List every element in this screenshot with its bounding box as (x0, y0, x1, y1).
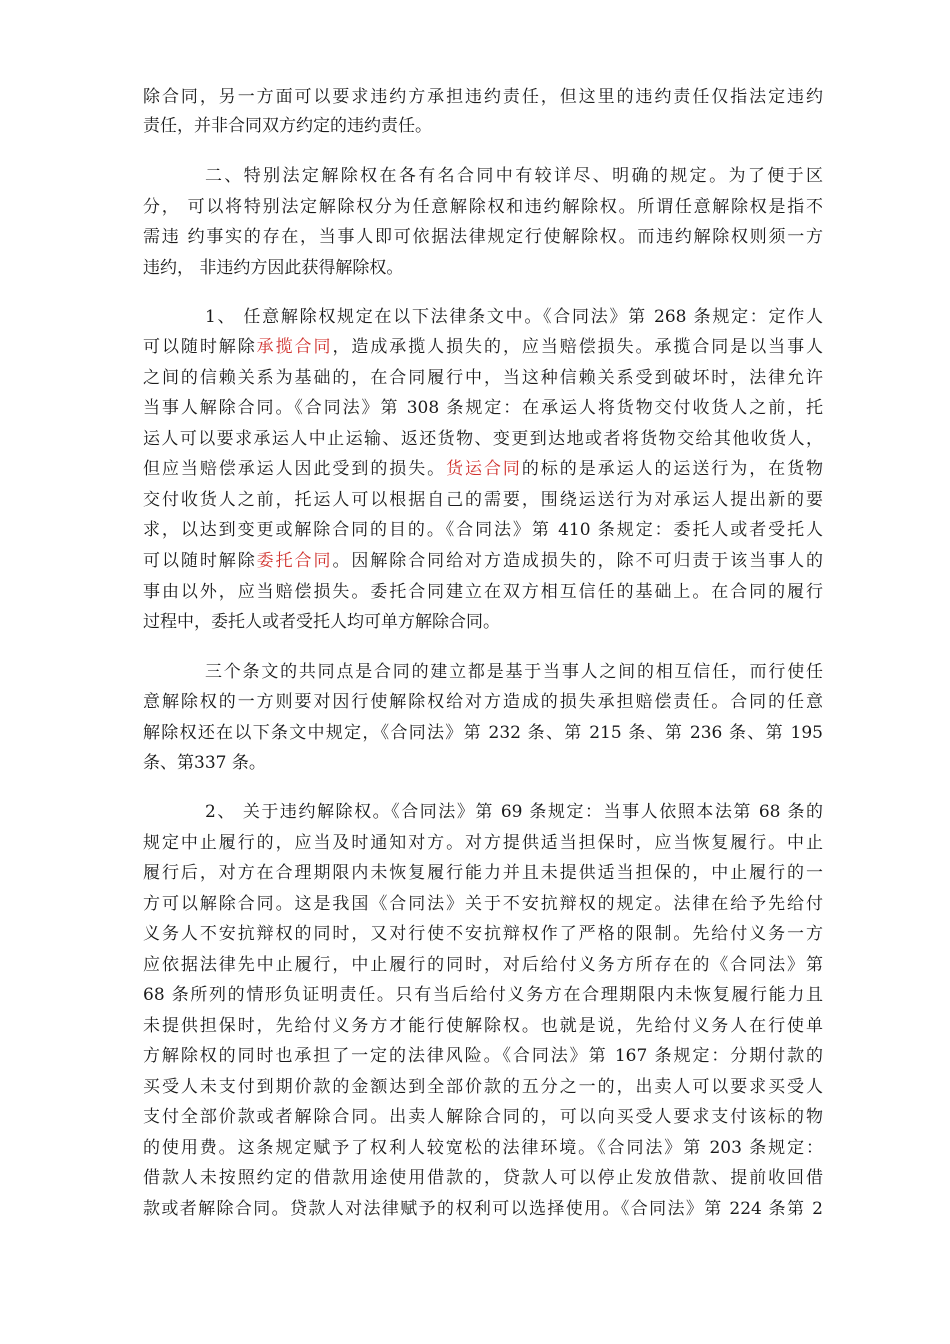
text-line (143, 1136, 823, 1160)
text-line (143, 1197, 823, 1221)
text-line (143, 861, 823, 885)
text-line (143, 690, 823, 714)
text-segment: 。因解除合同给对方造成损失的，除不可归责于该当事人的 (332, 551, 824, 571)
text-segment: 履行后，对方在合理期限内未恢复履行能力并且未提供适当担保的，中止履行的一 (143, 863, 823, 883)
text-segment: 的使用费。这条规定赋予了权利人较宽松的法律环境。《合同法》第 203 条规定： (143, 1138, 823, 1158)
text-line (143, 580, 823, 604)
text-line (143, 1014, 823, 1038)
text-segment: 条、第337 条。 (143, 753, 266, 773)
text-segment: 方解除权的同时也承担了一定的法律风险。《合同法》第 167 条规定：分期付款的 (143, 1046, 823, 1066)
text-line (143, 457, 823, 481)
text-line (143, 892, 823, 916)
text-segment: 68 条所列的情形负证明责任。只有当后给付义务方在合理期限内未恢复履行能力且 (143, 985, 823, 1005)
text-segment: 但应当赔偿承运人因此受到的损失。 (143, 459, 447, 479)
text-segment: 责任，并非合同双方约定的违约责任。 (143, 116, 432, 136)
text-line (205, 305, 823, 329)
text-line (143, 114, 823, 138)
text-segment: 二、特别法定解除权在各有名合同中有较详尽、明确的规定。为了便于区 (205, 166, 823, 186)
text-segment: 除合同，另一方面可以要求违约方承担违约责任，但这里的违约责任仅指法定违约 (143, 87, 823, 107)
text-segment: 支付全部价款或者解除合同。出卖人解除合同的，可以向买受人要求支付该标的物 (143, 1107, 823, 1127)
link-text[interactable]: 承揽合同 (256, 337, 333, 357)
text-line (205, 660, 823, 684)
text-line (143, 518, 823, 542)
link-text[interactable]: 委托合同 (256, 551, 333, 571)
text-segment: ，造成承揽人损失的，应当赔偿损失。承揽合同是以当事人 (332, 337, 824, 357)
text-segment: 可以随时解除 (143, 551, 257, 571)
text-segment: 未提供担保时，先给付义务方才能行使解除权。也就是说，先给付义务人在行使单 (143, 1016, 823, 1036)
text-segment: 规定中止履行的，应当及时通知对方。对方提供适当担保时，应当恢复履行。中止 (143, 833, 823, 853)
text-line (143, 1166, 823, 1190)
text-line (143, 195, 823, 219)
text-segment: 过程中，委托人或者受托人均可单方解除合同。 (143, 612, 500, 632)
text-line (143, 366, 823, 390)
text-line (143, 953, 823, 977)
text-segment: 借款人未按照约定的借款用途使用借款的，贷款人可以停止发放借款、提前收回借 (143, 1168, 823, 1188)
text-segment: 可以随时解除 (143, 337, 257, 357)
text-segment: 买受人未支付到期价款的金额达到全部价款的五分之一的，出卖人可以要求买受人 (143, 1077, 823, 1097)
text-segment: 的标的是承运人的运送行为，在货物 (521, 459, 824, 479)
text-segment: 三个条文的共同点是合同的建立都是基于当事人之间的相互信任，而行使任 (205, 662, 823, 682)
text-line (143, 721, 823, 745)
text-line (143, 1044, 823, 1068)
text-line (143, 256, 823, 280)
text-line (143, 831, 823, 855)
text-segment: 需违 约事实的存在，当事人即可依据法律规定行使解除权。而违约解除权则须一方 (143, 227, 823, 247)
text-segment: 1、 任意解除权规定在以下法律条文中。《合同法》第 268 条规定：定作人 (205, 307, 823, 327)
text-segment: 解除权还在以下条文中规定，《合同法》第 232 条、第 215 条、第 236 条、第 195 (143, 723, 823, 743)
text-line (205, 164, 823, 188)
text-line (143, 396, 823, 420)
link-text[interactable]: 货运合同 (446, 459, 522, 479)
text-segment: 款或者解除合同。贷款人对法律赋予的权利可以选择使用。《合同法》第 224 条第 2 (143, 1199, 823, 1219)
text-line (143, 610, 823, 634)
text-line (143, 335, 823, 359)
text-segment: 事由以外，应当赔偿损失。委托合同建立在双方相互信任的基础上。在合同的履行 (143, 582, 823, 602)
text-line (143, 427, 823, 451)
text-line (143, 488, 823, 512)
text-segment: 违约， 非违约方因此获得解除权。 (143, 258, 404, 278)
text-line (143, 225, 823, 249)
text-line (205, 800, 823, 824)
text-line (143, 549, 823, 573)
text-segment: 应依据法律先中止履行，中止履行的同时，对后给付义务方所存在的《合同法》第 (143, 955, 823, 975)
text-line (143, 983, 823, 1007)
text-line (143, 751, 823, 775)
text-segment: 当事人解除合同。《合同法》第 308 条规定：在承运人将货物交付收货人之前，托 (143, 398, 823, 418)
text-segment: 求，以达到变更或解除合同的目的。《合同法》第 410 条规定：委托人或者受托人 (143, 520, 823, 540)
text-segment: 意解除权的一方则要对因行使解除权给对方造成的损失承担赔偿责任。合同的任意 (143, 692, 823, 712)
text-line (143, 1075, 823, 1099)
text-segment: 交付收货人之前，托运人可以根据自己的需要，围绕运送行为对承运人提出新的要 (143, 490, 823, 510)
text-line (143, 85, 823, 109)
text-segment: 方可以解除合同。这是我国《合同法》关于不安抗辩权的规定。法律在给予先给付 (143, 894, 823, 914)
text-segment: 义务人不安抗辩权的同时，又对行使不安抗辩权作了严格的限制。先给付义务一方 (143, 924, 823, 944)
text-segment: 运人可以要求承运人中止运输、返还货物、变更到达地或者将货物交给其他收货人， (143, 429, 823, 449)
text-segment: 2、 关于违约解除权。《合同法》第 69 条规定：当事人依照本法第 68 条的 (205, 802, 823, 822)
text-segment: 分， 可以将特别法定解除权分为任意解除权和违约解除权。所谓任意解除权是指不 (143, 197, 823, 217)
text-line (143, 922, 823, 946)
text-segment: 之间的信赖关系为基础的，在合同履行中，当这种信赖关系受到破坏时，法律允许 (143, 368, 823, 388)
text-line (143, 1105, 823, 1129)
